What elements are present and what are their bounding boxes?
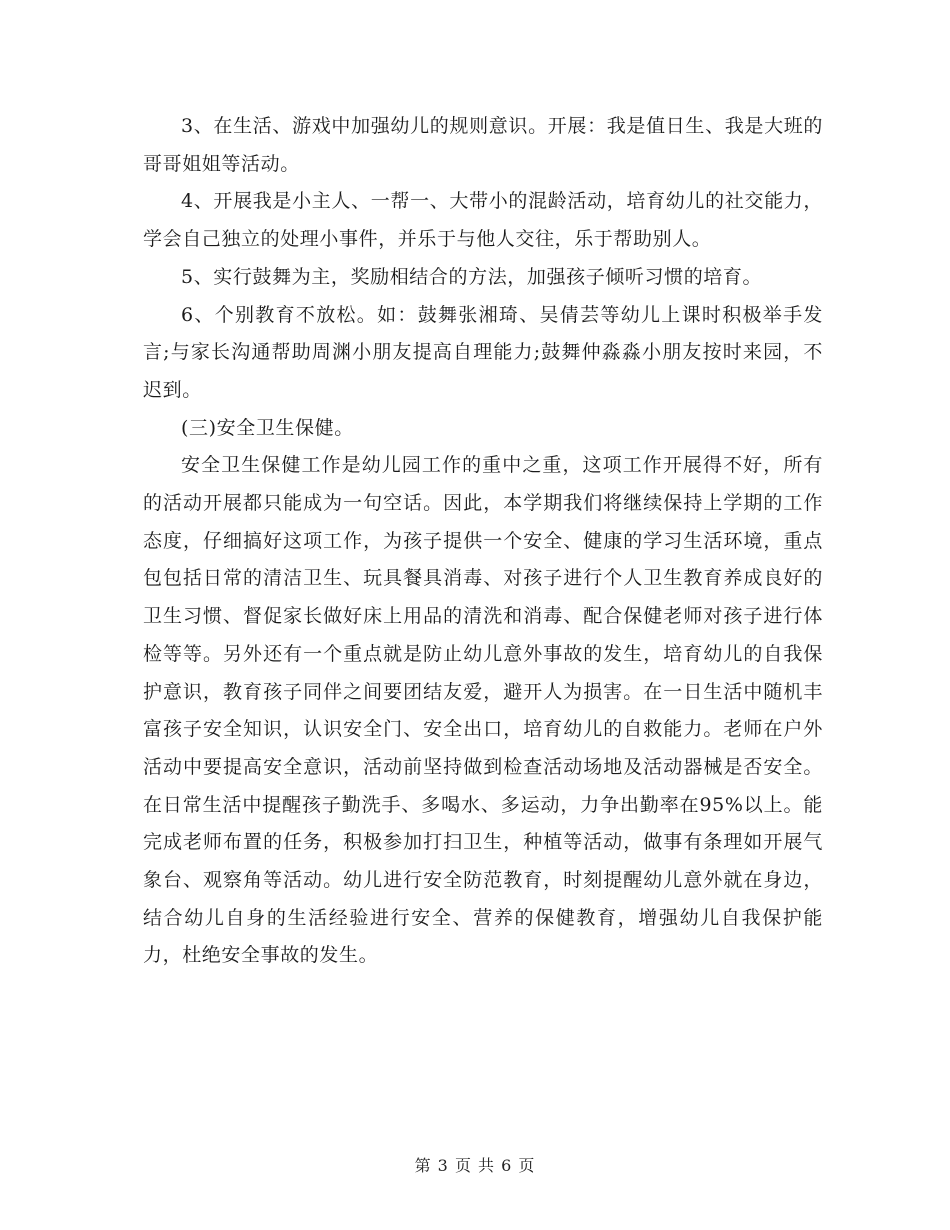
paragraph-item-5-encouragement: 5、实行鼓舞为主，奖励相结合的方法，加强孩子倾听习惯的培育。 <box>181 265 763 288</box>
paragraph-item-6-individual: 6、个别教育不放松。如：鼓舞张湘琦、吴倩芸等幼儿上课时积极举手发言;与家长沟通帮助周渊小朋友提高自理能力;鼓舞仲淼淼小朋友按时来园，不迟到。 <box>143 303 823 401</box>
page-number-footer: 第 3 页 共 6 页 <box>414 1156 536 1175</box>
paragraph-item-4-mixed-age: 4、开展我是小主人、一帮一、大带小的混龄活动，培育幼儿的社交能力，学会自己独立的处理小事件，并乐于与他人交往，乐于帮助别人。 <box>143 190 823 251</box>
section-heading-safety: (三)安全卫生保健。 <box>181 416 354 439</box>
paragraph-safety-health: 安全卫生保健工作是幼儿园工作的重中之重，这项工作开展得不好，所有的活动开展都只能成为一句空话。因此，本学期我们将继续保持上学期的工作态度，仔细搞好这项工作，为孩子提供一个安全、健康的学习生活环境，重点包包括日常的清洁卫生、玩具餐具消毒、对孩子进行个人卫生教育养成良好的卫生习惯、督促家长做好床上用品的清洗和消毒、配合保健老师对孩子进行体检等等。另外还有一个重点就是防止幼儿意外事故的发生，培育幼儿的自我保护意识，教育孩子同伴之间要团结友爱，避开人为损害。在一日生活中随机丰富孩子安全知识，认识安全门、安全出口，培育幼儿的自救能力。老师在户外活动中要提高安全意识，活动前坚持做到检查活动场地及活动器械是否安全。在日常生活中提醒孩子勤洗手、多喝水、多运动，力争出勤率在95%以上。能完成老师布置的任务，积极参加打扫卫生，种植等活动，做事有条理如开展气象台、观察角等活动。幼儿进行安全防范教育，时刻提醒幼儿意外就在身边，结合幼儿自身的生活经验进行安全、营养的保健教育，增强幼儿自我保护能力，杜绝安全事故的发生。 <box>143 454 823 967</box>
paragraph-item-3-rules: 3、在生活、游戏中加强幼儿的规则意识。开展：我是值日生、我是大班的哥哥姐姐等活动。 <box>143 115 823 175</box>
document-body <box>143 108 823 975</box>
